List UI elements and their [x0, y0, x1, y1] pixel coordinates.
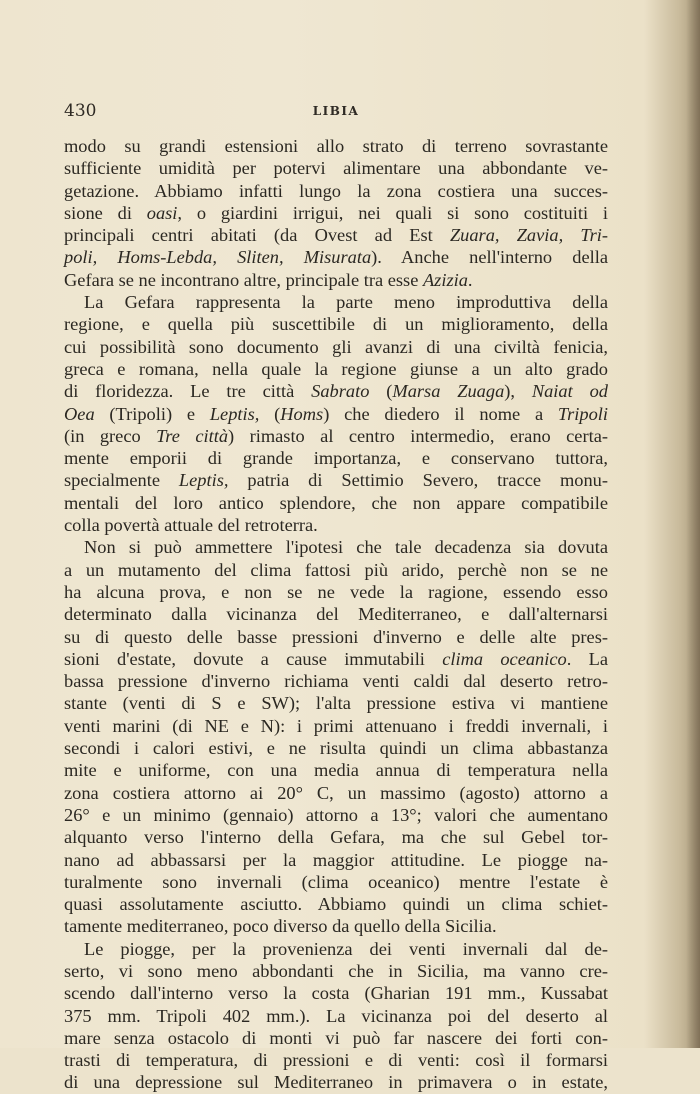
- text-line: di una depressione sul Mediterraneo in primavera o in estate,: [64, 1072, 608, 1093]
- page-header: [64, 101, 608, 125]
- text-line: venti marini (di NE e N): i primi attenuano i freddi invernali, i: [64, 715, 608, 736]
- text-line: mentali del loro antico splendore, che non appare compatibile: [64, 492, 608, 513]
- text-line: Oea (Tripoli) e Leptis, (Homs) che diedero il nome a Tripoli: [64, 403, 608, 424]
- text-line: sioni d'estate, dovute a cause immutabili clima oceanico. La: [64, 648, 609, 669]
- text-line: zona costiera attorno ai 20° C, un massimo (agosto) attorno a: [64, 782, 608, 803]
- text-line: stante (venti di S e SW); l'alta pressione estiva vi mantiene: [64, 693, 608, 714]
- text-line: colla povertà attuale del retroterra.: [64, 515, 318, 536]
- text-line: bassa pressione d'inverno richiama venti caldi dal deserto retro-: [64, 671, 608, 692]
- text-line: alquanto verso l'interno della Gefara, ma che sul Gebel tor-: [64, 827, 608, 848]
- text-line: Le piogge, per la provenienza dei venti invernali dal de-: [84, 938, 608, 959]
- text-line: serto, vi sono meno abbondanti che in Sicilia, ma vanno cre-: [64, 960, 608, 981]
- text-line: getazione. Abbiamo infatti lungo la zona costiera una succes-: [64, 180, 608, 201]
- text-line: di floridezza. Le tre città Sabrato (Marsa Zuaga), Naiat od: [64, 381, 608, 402]
- text-line: regione, e quella più suscettibile di un miglioramento, della: [64, 314, 608, 335]
- text-line: su di questo delle basse pressioni d'inverno e delle alte pres-: [64, 626, 608, 647]
- text-line: turalmente sono invernali (clima oceanico) mentre l'estate è: [64, 871, 608, 892]
- text-line: poli, Homs-Lebda, Sliten, Misurata). Anche nell'interno della: [64, 247, 608, 268]
- text-line: quasi assolutamente asciutto. Abbiamo quindi un clima schiet-: [64, 894, 608, 915]
- text-line: modo su grandi estensioni allo strato di terreno sovrastante: [64, 136, 608, 156]
- text-line: specialmente Leptis, patria di Settimio Severo, tracce monu-: [64, 470, 608, 491]
- text-line: sione di oasi, o giardini irrigui, nei quali si sono costituiti i: [64, 202, 608, 223]
- text-line: mente emporii di grande importanza, e conservano tuttora,: [64, 448, 608, 469]
- text-line: Gefara se ne incontrano altre, principale tra esse Azizia.: [64, 269, 473, 290]
- text-line: 375 mm. Tripoli 402 mm.). La vicinanza poi del deserto al: [64, 1005, 608, 1026]
- text-line: tamente mediterraneo, poco diverso da quello della Sicilia.: [64, 916, 497, 937]
- text-line: a un mutamento del clima fattosi più arido, perchè non se ne: [64, 559, 608, 580]
- text-line: mite e uniforme, con una media annua di temperatura nella: [64, 760, 608, 781]
- page-number: 430: [64, 101, 97, 121]
- text-line: trasti di temperatura, di pressioni e di venti: così il formarsi: [64, 1050, 608, 1071]
- text-line: cui possibilità sono documento gli avanzi di una civiltà fenicia,: [64, 336, 608, 357]
- text-line: sufficiente umidità per potervi alimentare una abbondante ve-: [64, 158, 608, 179]
- text-line: mare senza ostacolo di monti vi può far nascere dei forti con-: [64, 1027, 608, 1048]
- text-line: (in greco Tre città) rimasto al centro intermedio, erano certa-: [64, 425, 608, 446]
- page-edge-shadow: [686, 0, 700, 1048]
- text-line: scendo dall'interno verso la costa (Gharian 191 mm., Kussabat: [64, 983, 608, 1004]
- body-text: [64, 135, 608, 1094]
- text-line: La Gefara rappresenta la parte meno improduttiva della: [84, 292, 608, 313]
- text-line: 26° e un minimo (gennaio) attorno a 13°; valori che aumentano: [64, 804, 608, 825]
- text-line: determinato dalla vicinanza del Mediterraneo, e dall'alternarsi: [64, 604, 608, 625]
- text-line: ha alcuna prova, e non se ne vede la ragione, essendo esso: [64, 581, 608, 602]
- text-line: Non si può ammettere l'ipotesi che tale decadenza sia dovuta: [84, 537, 608, 558]
- text-line: secondi i calori estivi, e ne risulta quindi un clima abbastanza: [64, 738, 608, 759]
- text-line: greca e romana, nella quale la regione giunse a un alto grado: [64, 358, 608, 379]
- text-line: nano ad abbassarsi per la maggior attitudine. Le piogge na-: [64, 849, 608, 870]
- text-line: principali centri abitati (da Ovest ad Est Zuara, Zavia, Tri-: [64, 225, 608, 246]
- running-head: LIBIA: [312, 104, 360, 118]
